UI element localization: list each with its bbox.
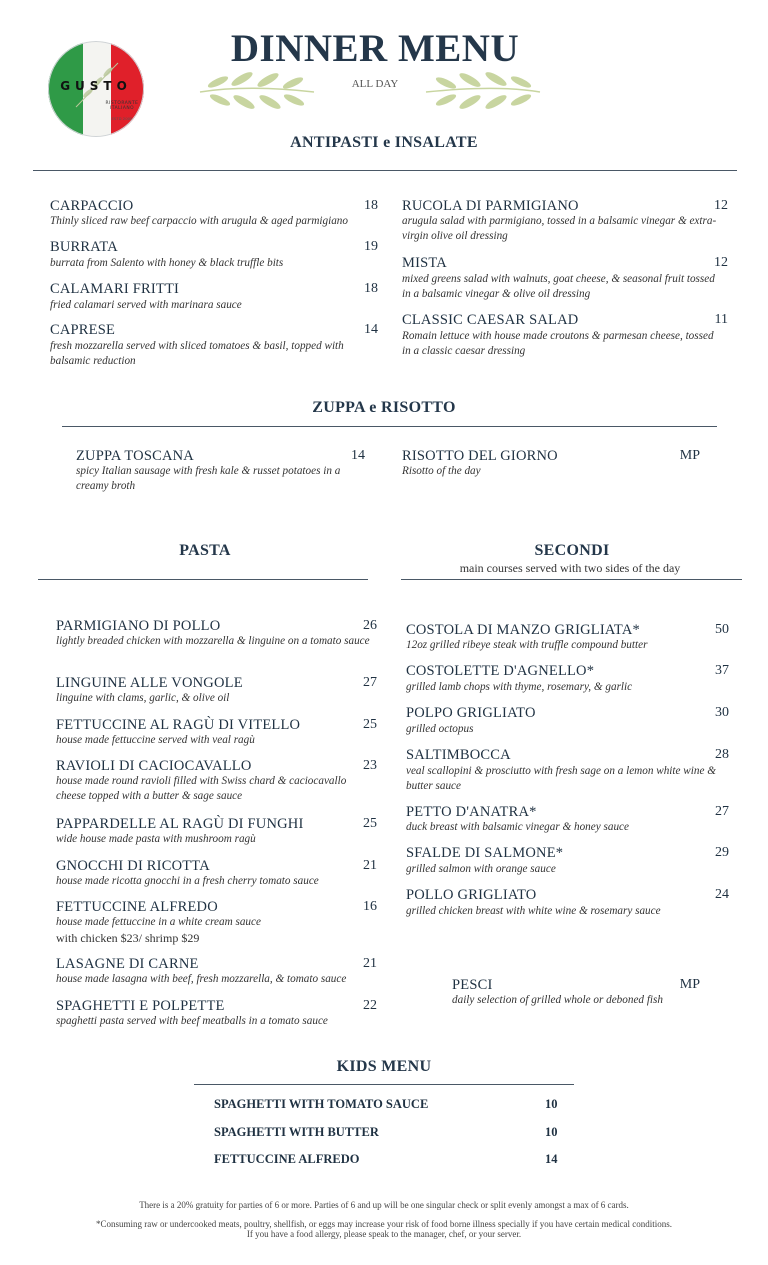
- item-name: COSTOLA DI MANZO GRIGLIATA*: [406, 622, 640, 638]
- item-description: daily selection of grilled whole or deboned fish: [452, 994, 663, 1006]
- item-name: PETTO D'ANATRA*: [406, 804, 537, 820]
- item-price: 14: [364, 322, 378, 337]
- item-name: MISTA: [402, 255, 447, 271]
- divider: [38, 579, 368, 580]
- item-description: veal scallopini & prosciutto with fresh sage on a lemon white wine & butter sauce: [406, 765, 716, 792]
- item-description: lightly breaded chicken with mozzarella & linguine on a tomato sauce: [56, 635, 370, 647]
- gratuity-note: There is a 20% gratuity for parties of 6 or more. Parties of 6 and up will be one singular check or split evenly amongst a max of 6 cards.: [139, 1200, 629, 1210]
- item-price: 10: [545, 1097, 558, 1111]
- item-addon: with chicken $23/ shrimp $29: [56, 931, 200, 945]
- item-name: SFALDE DI SALMONE*: [406, 845, 564, 861]
- section-title-zuppa: ZUPPA e RISOTTO: [312, 399, 456, 416]
- section-title-secondi: SECONDI: [534, 542, 610, 559]
- item-price: 11: [714, 312, 728, 327]
- item-name: FETTUCCINE ALFREDO: [214, 1152, 360, 1166]
- item-price: 26: [363, 618, 377, 633]
- item-name: CLASSIC CAESAR SALAD: [402, 312, 579, 328]
- item-price: 25: [363, 816, 377, 831]
- item-description: linguine with clams, garlic, & olive oil: [56, 692, 230, 704]
- item-name: PAPPARDELLE AL RAGÙ DI FUNGHI: [56, 816, 304, 832]
- item-name: CALAMARI FRITTI: [50, 281, 180, 297]
- item-price: 19: [364, 239, 378, 254]
- item-name: CAPRESE: [50, 322, 116, 338]
- divider: [194, 1084, 574, 1085]
- item-name: SALTIMBOCCA: [406, 747, 511, 763]
- item-name: CARPACCIO: [50, 198, 134, 214]
- logo-text: GUSTO: [60, 79, 132, 93]
- item-name: POLPO GRIGLIATO: [406, 705, 536, 721]
- item-name: PARMIGIANO DI POLLO: [56, 618, 221, 634]
- item-name: PESCI: [452, 977, 493, 993]
- item-description: wide house made pasta with mushroom ragù: [56, 833, 256, 845]
- item-name: SPAGHETTI WITH TOMATO SAUCE: [214, 1097, 429, 1111]
- item-description: house made fettuccine in a white cream sauce: [56, 916, 261, 928]
- page-subtitle: ALL DAY: [351, 78, 399, 90]
- item-description: spaghetti pasta served with beef meatballs in a tomato sauce: [56, 1015, 328, 1027]
- item-description: spicy Italian sausage with fresh kale & russet potatoes in a creamy broth: [76, 465, 341, 492]
- item-description: duck breast with balsamic vinegar & honey sauce: [406, 821, 629, 833]
- item-price: 29: [715, 845, 729, 860]
- item-price: MP: [679, 448, 700, 463]
- logo-subtext: RISTORANTE ITALIANO: [105, 101, 139, 111]
- item-description: Risotto of the day: [402, 465, 481, 477]
- item-description: arugula salad with parmigiano, tossed in a balsamic vinegar & extra-virgin olive oil dressing: [402, 215, 717, 242]
- item-price: 23: [363, 758, 377, 773]
- food-warning: *Consuming raw or undercooked meats, poultry, shellfish, or eggs may increase your risk of food borne illness specially if you have certain medical conditions.: [95, 1219, 673, 1229]
- item-price: 10: [545, 1125, 558, 1139]
- allergy-note: If you have a food allergy, please speak to the manager, chef, or your server.: [246, 1229, 522, 1239]
- section-title-antipasti: ANTIPASTI e INSALATE: [290, 134, 478, 151]
- page-title: DINNER MENU: [230, 27, 520, 70]
- item-price: 28: [715, 747, 729, 762]
- item-description: mixed greens salad with walnuts, goat cheese, & seasonal fruit tossed in a balsamic vinegar & olive oil dressing: [402, 273, 715, 300]
- item-price: 14: [545, 1152, 558, 1166]
- item-price: 27: [715, 804, 729, 819]
- item-name: RUCOLA DI PARMIGIANO: [402, 198, 579, 214]
- item-description: burrata from Salento with honey & black truffle bits: [50, 257, 284, 269]
- item-price: 12: [714, 255, 728, 270]
- item-price: 24: [715, 887, 729, 902]
- item-description: house made ricotta gnocchi in a fresh cherry tomato sauce: [56, 875, 319, 887]
- item-name: POLLO GRIGLIATO: [406, 887, 537, 903]
- item-price: 21: [363, 858, 377, 873]
- item-description: grilled salmon with orange sauce: [406, 863, 556, 875]
- section-subtitle-secondi: main courses served with two sides of the day: [459, 561, 681, 575]
- item-description: 12oz grilled ribeye steak with truffle compound butter: [406, 639, 648, 651]
- right-branch-icon: [424, 62, 542, 118]
- item-price: 22: [363, 998, 377, 1013]
- item-price: 30: [715, 705, 729, 720]
- section-title-kids: KIDS MENU: [336, 1058, 432, 1075]
- section-title-pasta: PASTA: [179, 542, 231, 559]
- left-branch-icon: [198, 62, 316, 118]
- item-description: Romain lettuce with house made croutons & parmesan cheese, tossed in a classic caesar dressing: [402, 330, 714, 357]
- item-price: 14: [351, 448, 365, 463]
- item-description: house made lasagna with beef, fresh mozzarella, & tomato sauce: [56, 973, 347, 985]
- item-description: house made fettuccine served with veal ragù: [56, 734, 255, 746]
- item-description: grilled octopus: [406, 723, 474, 735]
- item-name: SPAGHETTI WITH BUTTER: [214, 1125, 379, 1139]
- item-price: 50: [715, 622, 729, 637]
- item-price: 37: [715, 663, 729, 678]
- item-name: SPAGHETTI E POLPETTE: [56, 998, 225, 1014]
- item-price: 16: [363, 899, 377, 914]
- item-name: RISOTTO DEL GIORNO: [402, 448, 558, 464]
- item-price: 18: [364, 198, 378, 213]
- item-name: ZUPPA TOSCANA: [76, 448, 194, 464]
- item-name: LASAGNE DI CARNE: [56, 956, 199, 972]
- item-name: FETTUCCINE ALFREDO: [56, 899, 218, 915]
- gusto-logo: [48, 41, 144, 137]
- item-name: COSTOLETTE D'AGNELLO*: [406, 663, 595, 679]
- item-description: grilled chicken breast with white wine & rosemary sauce: [406, 905, 661, 917]
- divider: [33, 170, 737, 171]
- item-description: fresh mozzarella served with sliced tomatoes & basil, topped with balsamic reduction: [50, 340, 344, 367]
- item-price: 18: [364, 281, 378, 296]
- item-price: MP: [679, 977, 700, 992]
- item-price: 25: [363, 717, 377, 732]
- item-name: LINGUINE ALLE VONGOLE: [56, 675, 243, 691]
- item-price: 21: [363, 956, 377, 971]
- item-price: 12: [714, 198, 728, 213]
- item-price: 27: [363, 675, 377, 690]
- item-description: grilled lamb chops with thyme, rosemary, & garlic: [406, 681, 633, 693]
- item-name: GNOCCHI DI RICOTTA: [56, 858, 210, 874]
- logo-established: ESTD 2005: [111, 116, 133, 121]
- item-name: BURRATA: [50, 239, 118, 255]
- divider: [401, 579, 742, 580]
- item-description: Thinly sliced raw beef carpaccio with arugula & aged parmigiano: [50, 215, 348, 227]
- item-description: fried calamari served with marinara sauce: [50, 299, 242, 311]
- item-description: house made round ravioli filled with Swiss chard & caciocavallo cheese topped with a butter & sage sauce: [56, 775, 347, 802]
- item-name: FETTUCCINE AL RAGÙ DI VITELLO: [56, 717, 301, 733]
- item-name: RAVIOLI DI CACIOCAVALLO: [56, 758, 252, 774]
- divider: [62, 426, 717, 427]
